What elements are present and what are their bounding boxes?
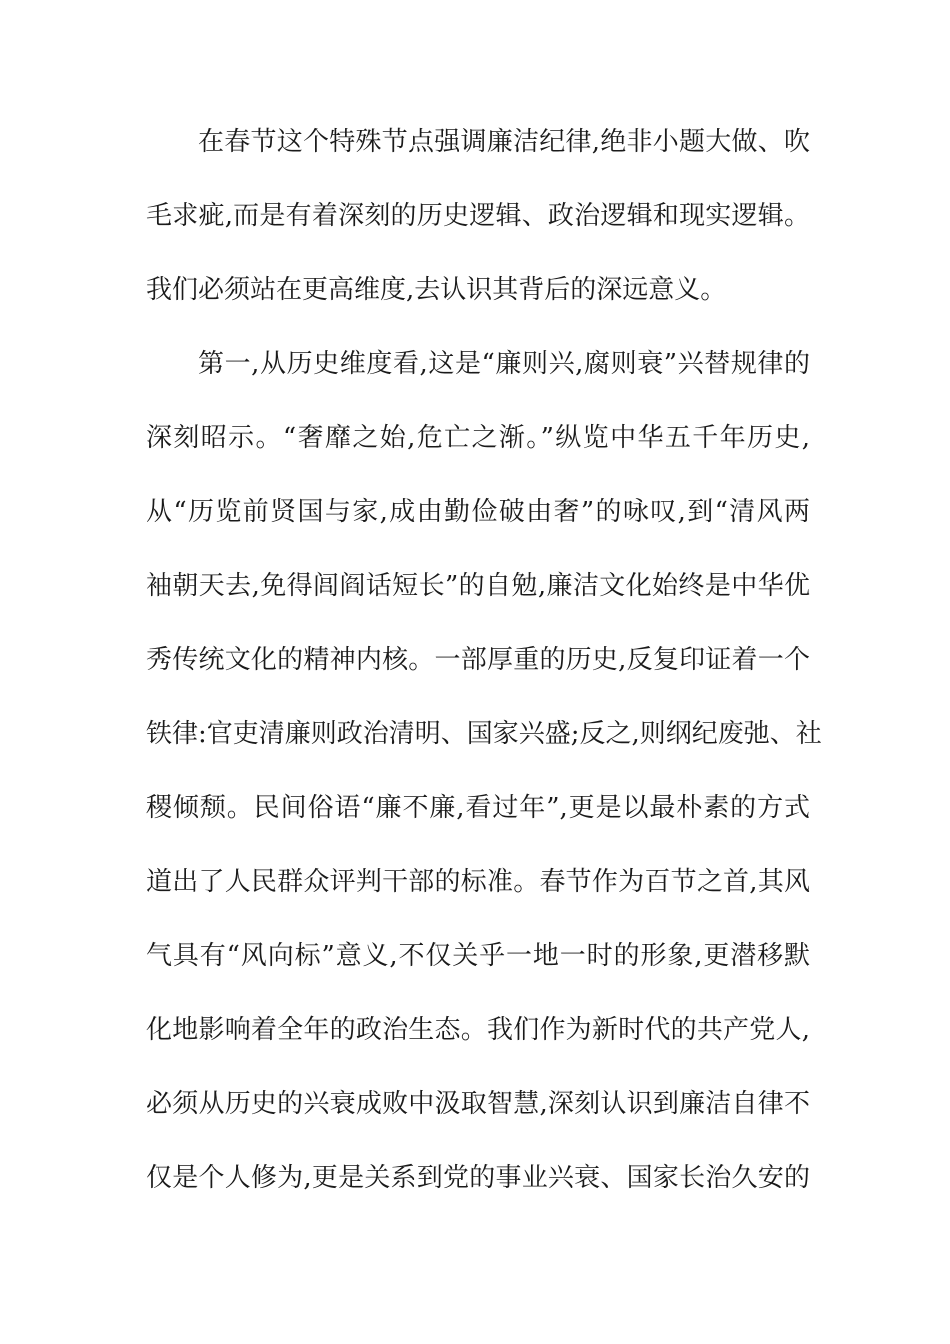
paragraph-2-line-6: 铁律:官吏清廉则政治清明、国家兴盛;反之,则纲纪废弛、社	[146, 719, 822, 749]
paragraph-2-line-5: 秀传统文化的精神内核。一部厚重的历史,反复印证着一个	[146, 645, 810, 675]
paragraph-2-line-3: 从“历览前贤国与家,成由勤俭破由奢”的咏叹,到“清风两	[146, 497, 810, 527]
paragraph-2-line-7: 稷倾颓。民间俗语“廉不廉,看过年”,更是以最朴素的方式	[146, 793, 810, 823]
paragraph-2-line-8: 道出了人民群众评判干部的标准。春节作为百节之首,其风	[146, 867, 810, 897]
paragraph-1-line-3: 我们必须站在更高维度,去认识其背后的深远意义。	[146, 275, 727, 305]
paragraph-2-line-11: 必须从历史的兴衰成败中汲取智慧,深刻认识到廉洁自律不	[146, 1089, 810, 1119]
paragraph-1-line-1: 在春节这个特殊节点强调廉洁纪律,绝非小题大做、吹	[198, 127, 810, 157]
paragraph-2-line-10: 化地影响着全年的政治生态。我们作为新时代的共产党人,	[146, 1015, 810, 1045]
paragraph-2-line-2: 深刻昭示。“奢靡之始,危亡之渐。”纵览中华五千年历史,	[146, 423, 810, 453]
paragraph-2-line-1: 第一,从历史维度看,这是“廉则兴,腐则衰”兴替规律的	[198, 349, 810, 379]
paragraph-2-line-12: 仅是个人修为,更是关系到党的事业兴衰、国家长治久安的	[146, 1163, 810, 1193]
paragraph-2-line-9: 气具有“风向标”意义,不仅关乎一地一时的形象,更潜移默	[146, 941, 810, 971]
paragraph-1-line-2: 毛求疵,而是有着深刻的历史逻辑、政治逻辑和现实逻辑。	[146, 201, 810, 231]
paragraph-2-line-4: 袖朝天去,免得闾阎话短长”的自勉,廉洁文化始终是中华优	[146, 571, 810, 601]
